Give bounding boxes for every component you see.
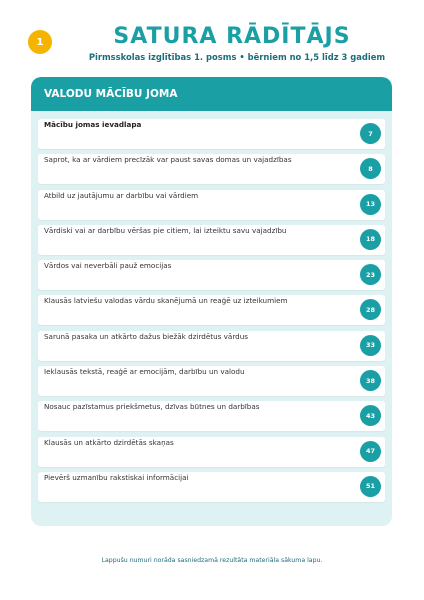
toc-row[interactable] — [38, 472, 385, 502]
page-number-badge: 28 — [360, 299, 381, 320]
page-title: SATURA RĀDĪTĀJS — [113, 24, 351, 49]
toc-list — [31, 111, 392, 502]
toc-row-label: Nosauc pazīstamus priekšmetus, dzīvas būtnes un darbības — [44, 402, 260, 412]
toc-row[interactable] — [38, 437, 385, 467]
footnote: Lappušu numuri norāda sasniedzamā rezultāta materiāla sākuma lapu. — [101, 557, 323, 564]
toc-row[interactable] — [38, 260, 385, 290]
toc-row-label: Pievērš uzmanību rakstiskai informācijai — [44, 472, 189, 482]
toc-row-label: Klausās latviešu valodas vārdu skanējumā un reaģē uz izteikumiem — [44, 296, 288, 306]
page-number-badge: 51 — [360, 476, 381, 497]
toc-row-label: Sarunā pasaka un atkārto dažus biežāk dzirdētus vārdus — [44, 331, 249, 341]
toc-row[interactable] — [38, 190, 385, 220]
page-number-badge: 18 — [360, 229, 381, 250]
toc-row[interactable] — [38, 154, 385, 184]
toc-panel — [31, 77, 392, 526]
toc-row[interactable] — [38, 401, 385, 431]
section-header — [31, 77, 392, 111]
page-number-badge: 47 — [360, 441, 381, 462]
page-subtitle: Pirmsskolas izglītības 1. posms • bērniem no 1,5 līdz 3 gadiem — [88, 52, 386, 62]
section-title: VALODU MĀCĪBU JOMA — [44, 88, 178, 100]
toc-row-label: Vārdos vai neverbāli pauž emocijas — [44, 261, 172, 271]
toc-row-intro[interactable] — [38, 119, 385, 149]
page-number-badge: 43 — [360, 405, 381, 426]
toc-row-label: Vārdiski vai ar darbību vēršas pie citiem, lai izteiktu savu vajadzību — [44, 225, 287, 235]
toc-row-label: Ieklausās tekstā, reaģē ar emocijām, darbību un valodu — [44, 367, 245, 377]
toc-row-label: Atbild uz jautājumu ar darbību vai vārdiem — [44, 190, 199, 200]
section-number-badge: 1 — [28, 30, 52, 54]
page-number-badge: 8 — [360, 158, 381, 179]
page-number-badge: 23 — [360, 264, 381, 285]
page-number-badge: 13 — [360, 194, 381, 215]
toc-row-label: Mācību jomas ievadlapa — [44, 120, 142, 129]
page-number-badge: 7 — [360, 123, 381, 144]
toc-row[interactable] — [38, 366, 385, 396]
toc-row-label: Klausās un atkārto dzirdētās skaņas — [44, 437, 174, 447]
toc-row[interactable] — [38, 225, 385, 255]
toc-row[interactable] — [38, 331, 385, 361]
toc-row-label: Saprot, ka ar vārdiem precīzāk var paust savas domas un vajadzības — [44, 155, 292, 165]
toc-row[interactable] — [38, 295, 385, 325]
page-number-badge: 38 — [360, 370, 381, 391]
page-number-badge: 33 — [360, 335, 381, 356]
